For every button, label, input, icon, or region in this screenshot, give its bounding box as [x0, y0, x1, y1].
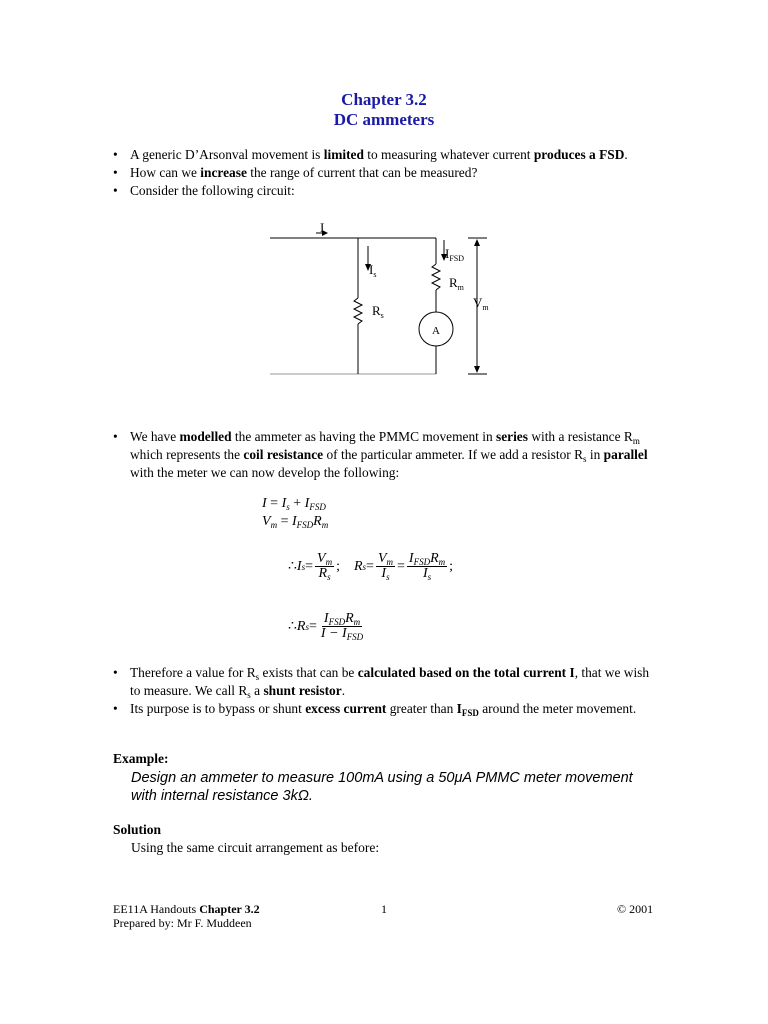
shunt-ammeter-circuit — [270, 222, 500, 382]
label-Rs: $R_s$ — [372, 303, 384, 320]
label-Ifsd: $I_{FSD}$ — [445, 246, 465, 263]
footer-page-number: 1 — [381, 902, 387, 916]
chapter-title: Chapter 3.2 — [341, 90, 427, 109]
solution-text: Using the same circuit arrangement as before: — [131, 840, 380, 855]
bullet-item: • How can we increase the range of current that can be measured? — [113, 164, 658, 182]
shunt-resistor — [354, 298, 362, 324]
bullet-item: • A generic D’Arsonval movement is limited to measuring whatever current produces a FSD. — [113, 146, 658, 164]
label-Is: $I_s$ — [369, 262, 377, 279]
coil-resistor — [432, 264, 440, 290]
footer-author: Prepared by: Mr F. Muddeen — [113, 916, 252, 930]
equation-shunt-resistor: ∴ R s = $\frac{I_{FSD}R_m}{I - I_{FSD}}$ — [288, 611, 364, 642]
label-Vm: $V_m$ — [473, 295, 489, 312]
example-problem-line2: with internal resistance 3kΩ. — [131, 788, 313, 804]
label-A: A — [432, 325, 440, 337]
bullet-item: • We have modelled the ammeter as having the PMMC movement in series with a resistance $R_m$ which represents the coil resistance of the particular ammeter. If we add a resistor $R_s$ in parallel with the meter we can now develop the following: — [113, 428, 658, 482]
model-bullet-list — [113, 428, 658, 482]
label-I: I — [320, 222, 325, 235]
bullet-item: • Therefore a value for $R_s$ exists that can be calculated based on the total current I, that we wish to measure. We call $R_s$ a shunt resistor. — [113, 664, 658, 700]
equation-shunt-derivation: ∴ I s = $\frac{V_m}{R_s}$ ; R s = $\frac{V_m}{I_s}$ = $\frac{I_{FSD}R_m}{I_s}$ ; — [288, 551, 454, 582]
example-heading: Example: — [113, 751, 169, 766]
bullet-item: • Its purpose is to bypass or shunt excess current greater than $I_{FSD}$ around the meter movement. — [113, 700, 658, 718]
label-Rm: $R_m$ — [449, 275, 464, 292]
intro-bullet-list — [113, 146, 658, 200]
equation-current-sum: $I = I_s + I_{FSD}$ — [262, 496, 326, 512]
bullet-item: • Consider the following circuit: — [113, 182, 658, 200]
shunt-bullet-list — [113, 664, 658, 718]
footer-course: EE11A Handouts Chapter 3.2 — [113, 902, 260, 916]
solution-heading: Solution — [113, 822, 162, 837]
footer-copyright: © 2001 — [617, 902, 654, 916]
chapter-subtitle: DC ammeters — [333, 110, 435, 129]
equation-meter-voltage: $V_m = I_{FSD}R_m$ — [262, 514, 329, 530]
example-problem-line1: Design an ammeter to measure 100mA using a 50μA PMMC meter movement — [131, 770, 633, 786]
